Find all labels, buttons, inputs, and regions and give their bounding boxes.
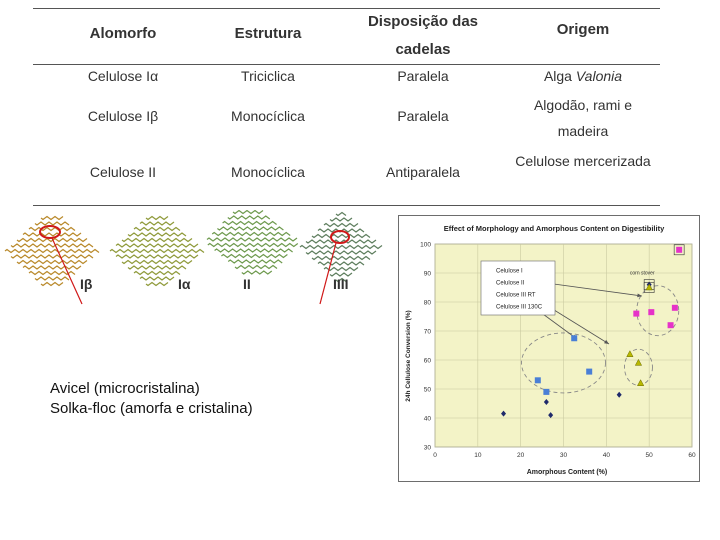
lattice-chain bbox=[41, 217, 63, 220]
header-origem: Origem bbox=[556, 21, 610, 38]
row3-disposicao: Antiparalela bbox=[386, 164, 460, 180]
lattice-chain bbox=[215, 249, 293, 252]
legend-label: Celulose I bbox=[496, 268, 523, 275]
lattice-chain bbox=[306, 251, 376, 254]
lattice-chain bbox=[146, 283, 168, 286]
data-point-celulose-ii bbox=[633, 311, 639, 317]
data-point-celulose-ii bbox=[668, 322, 674, 328]
digestibility-chart bbox=[398, 215, 700, 482]
row2-origem: Algodão, rami e madeira bbox=[533, 97, 633, 139]
lattice-chain bbox=[11, 244, 93, 247]
row1-alomorfo: Celulose Iα bbox=[87, 68, 159, 84]
x-tick-label: 30 bbox=[559, 452, 568, 459]
label-ialpha: Iα bbox=[178, 276, 191, 292]
lattice-chain bbox=[228, 216, 270, 219]
data-point-celulose-ii bbox=[672, 305, 678, 311]
table-top-rule bbox=[33, 8, 660, 9]
x-tick-label: 60 bbox=[688, 452, 696, 459]
lattice-chain bbox=[17, 261, 87, 264]
lattice-chain bbox=[11, 255, 93, 258]
chart-title: Effect of Morphology and Amorphous Content on Digestibility bbox=[443, 224, 665, 233]
y-axis-label: 24h Cellulose Conversion (%) bbox=[405, 310, 412, 402]
legend-label: Celulose III RT bbox=[496, 292, 536, 299]
header-estrutura: Estrutura bbox=[234, 25, 302, 42]
data-point-celulose-ii bbox=[676, 247, 682, 253]
row2-estrutura: Monocíclica bbox=[231, 108, 305, 124]
caption-avicel: Avicel (microcristalina) bbox=[50, 380, 200, 397]
chart-svg bbox=[399, 216, 699, 481]
row2-alomorfo: Celulose Iβ bbox=[87, 108, 159, 124]
row2-disposicao: Paralela bbox=[397, 108, 449, 124]
highlight-ring-ibeta bbox=[40, 226, 60, 238]
crystal-lattice-drawings bbox=[0, 210, 390, 305]
lattice-chain bbox=[300, 246, 382, 249]
x-tick-label: 50 bbox=[645, 452, 653, 459]
label-iii: IIII bbox=[333, 276, 349, 292]
data-point-celulose-iii-130c bbox=[586, 369, 592, 375]
y-tick-label: 90 bbox=[423, 270, 431, 278]
lattice-chain bbox=[134, 228, 180, 231]
lattice-chain bbox=[122, 261, 192, 264]
y-tick-label: 40 bbox=[423, 415, 431, 423]
lattice-chain bbox=[122, 239, 192, 242]
header-disposicao: Disposição das cadelas bbox=[367, 13, 479, 58]
lattice-chain bbox=[324, 224, 358, 227]
lattice-chain bbox=[29, 228, 75, 231]
x-tick-label: 0 bbox=[433, 452, 437, 459]
row1-disposicao: Paralela bbox=[397, 68, 449, 84]
lattice-chain bbox=[217, 227, 283, 230]
row1-origem: Alga Valonia bbox=[543, 68, 623, 84]
lattice-chain bbox=[146, 217, 168, 220]
lattice-chain bbox=[318, 262, 364, 265]
lattice-chain bbox=[242, 271, 272, 274]
lattice-chain bbox=[140, 222, 174, 225]
y-tick-label: 70 bbox=[423, 328, 431, 336]
lattice-chain bbox=[140, 277, 174, 280]
lattice-chain bbox=[128, 233, 186, 236]
y-tick-label: 30 bbox=[423, 444, 431, 452]
lattice-chain bbox=[208, 244, 298, 247]
lattice-chain bbox=[312, 235, 370, 238]
row3-origem: Celulose mercerizada bbox=[515, 153, 651, 169]
lattice-chain bbox=[5, 250, 99, 253]
table-bottom-rule bbox=[33, 205, 660, 206]
x-tick-label: 20 bbox=[517, 452, 525, 459]
lattice-chain bbox=[116, 255, 198, 258]
lattice-chain bbox=[221, 255, 287, 258]
y-tick-label: 100 bbox=[420, 241, 431, 249]
label-ii: II bbox=[243, 276, 251, 292]
caption-solka-floc: Solka-floc (amorfa e cristalina) bbox=[50, 400, 253, 417]
pointer-line-ibeta bbox=[52, 238, 82, 304]
data-point-celulose-iii-130c bbox=[571, 335, 577, 341]
lattice-chain bbox=[235, 266, 277, 269]
header-alomorfo: Alomorfo bbox=[89, 25, 157, 42]
lattice-chain bbox=[330, 218, 352, 221]
annotation-corn-stover: corn stover bbox=[629, 270, 655, 277]
lattice-chain bbox=[35, 277, 69, 280]
x-tick-label: 40 bbox=[602, 452, 610, 459]
lattice-chain bbox=[212, 233, 290, 236]
lattice-chain bbox=[23, 266, 81, 269]
legend bbox=[481, 261, 555, 315]
lattice-chain bbox=[223, 222, 277, 225]
row3-estrutura: Monocíclica bbox=[231, 164, 305, 180]
lattice-chain bbox=[128, 266, 186, 269]
legend-label: Celulose II bbox=[496, 280, 525, 287]
x-tick-label: 10 bbox=[474, 452, 482, 459]
legend-label: Celulose III 130C bbox=[496, 304, 543, 311]
label-ibeta: Iβ bbox=[80, 276, 93, 292]
lattice-chain bbox=[312, 257, 370, 260]
lattice-chain bbox=[116, 244, 198, 247]
lattice-chain bbox=[228, 260, 282, 263]
row1-estrutura: Triciclica bbox=[241, 68, 295, 84]
lattice-chain bbox=[35, 222, 69, 225]
lattice-chain bbox=[134, 272, 180, 275]
lattice-chain bbox=[336, 213, 346, 216]
row3-alomorfo: Celulose II bbox=[89, 164, 157, 180]
lattice-chain bbox=[233, 211, 263, 214]
data-point-celulose-iii-130c bbox=[543, 389, 549, 395]
cellulose-allomorph-table bbox=[33, 8, 660, 208]
crystal-structures-strip bbox=[0, 210, 390, 305]
lattice-chain bbox=[110, 250, 204, 253]
data-point-celulose-iii-130c bbox=[535, 377, 541, 383]
lattice-chain bbox=[23, 233, 81, 236]
x-axis-label: Amorphous Content (%) bbox=[526, 469, 608, 476]
y-tick-label: 80 bbox=[423, 299, 431, 307]
y-tick-label: 60 bbox=[423, 357, 431, 365]
y-tick-label: 50 bbox=[423, 386, 431, 394]
lattice-chain bbox=[41, 283, 63, 286]
data-point-celulose-ii bbox=[648, 309, 654, 315]
lattice-chain bbox=[207, 238, 297, 241]
